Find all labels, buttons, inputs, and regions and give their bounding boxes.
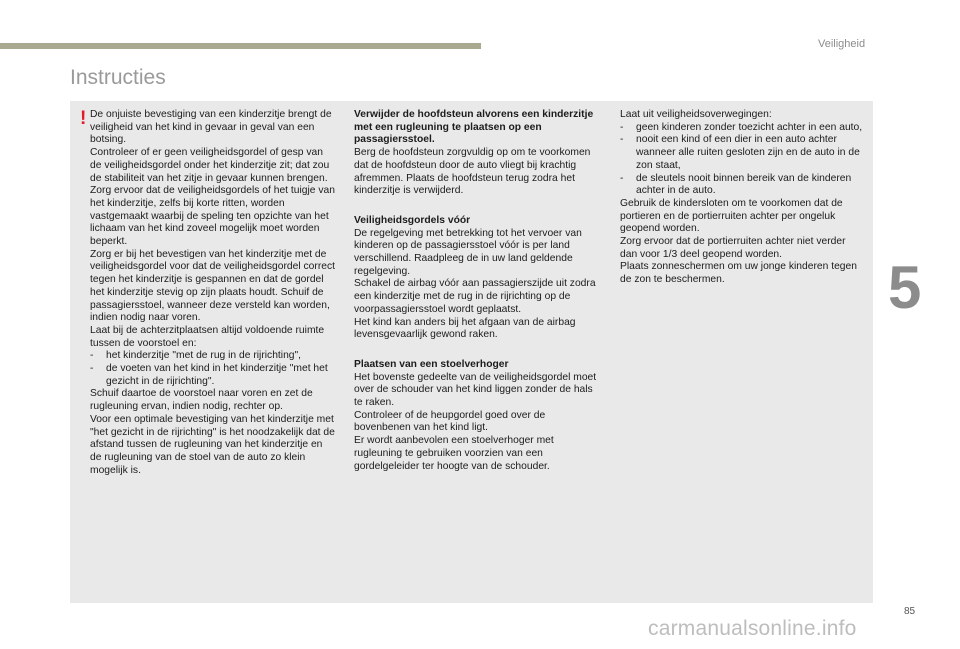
paragraph: De onjuiste bevestiging van een kinderzitje brengt de veiligheid van het kind in gevaar in geval van een botsing. xyxy=(90,109,332,146)
bullet-dash: - xyxy=(620,134,624,146)
header-accent-bar xyxy=(0,43,481,49)
warning-icon: ! xyxy=(80,108,87,129)
bullet-dash: - xyxy=(620,121,624,133)
section-header: Veiligheid xyxy=(818,38,866,50)
paragraph: Het kind kan anders bij het afgaan van de airbag levensgevaarlijk gewond raken. xyxy=(354,316,576,341)
list-item-text: de voeten van het kind in het kinderzitje "met het gezicht in de rijrichting". xyxy=(106,363,328,387)
paragraph: Plaats zonneschermen om uw jonge kinderen tegen de zon te beschermen. xyxy=(620,261,857,286)
paragraph: Laat bij de achterzitplaatsen altijd voldoende ruimte tussen de voorstoel en: xyxy=(90,324,325,349)
instructions-panel xyxy=(70,101,873,603)
section-title: Plaatsen van een stoelverhoger xyxy=(354,358,509,370)
page-number: 85 xyxy=(904,606,916,617)
bullet-dash: - xyxy=(90,350,94,362)
section-booster-seat xyxy=(354,359,604,473)
list-item xyxy=(620,134,865,172)
list-item xyxy=(620,122,865,135)
paragraph: Voor een optimale bevestiging van het kinderzitje met "het gezicht in de rijrichting" is het noodzakelijk dat de afstand tussen de rugleuning van het kinderzitje en de rugleuning van de stoel van de auto zo klein mogelijk is. xyxy=(90,413,335,476)
watermark: carmanualsonline.info xyxy=(648,617,857,640)
bullet-dash: - xyxy=(90,363,94,375)
paragraph: Er wordt aanbevolen een stoelverhoger met rugleuning te gebruiken voorzien van een gordelgeleider ter hoogte van de schouder. xyxy=(354,435,554,472)
paragraph: Controleer of er geen veiligheidsgordel of gesp van de veiligheidsgordel onder het kinderzitje zit; dat zou de stabiliteit van het zitje in gevaar kunnen brengen. xyxy=(90,147,330,184)
section-title: Verwijder de hoofdsteun alvorens een kinderzitje met een rugleuning te plaatsen op een passagiersstoel. xyxy=(354,109,594,146)
column-2 xyxy=(354,109,604,490)
list-item-text: de sleutels nooit binnen bereik van de kinderen achter in de auto. xyxy=(636,172,852,197)
paragraph: Schuif daartoe de voorstoel naar voren en zet de rugleuning ervan, indien nodig, rechter op. xyxy=(90,388,313,413)
section-front-seatbelts xyxy=(354,215,604,342)
paragraph: Het bovenste gedeelte van de veiligheidsgordel moet over de schouder van het kind liggen zonder de hals te raken. xyxy=(354,371,597,409)
paragraph: Gebruik de kindersloten om te voorkomen dat de portieren en de portierruiten achter per ongeluk geopend worden. xyxy=(620,197,843,235)
list-item-text: het kinderzitje "met de rug in de rijrichting", xyxy=(106,350,302,362)
paragraph: Schakel de airbag vóór aan passagierszijde uit zodra een kinderzitje met de rug in de rijrichting op de voorpassagiersstoel wordt geplaatst. xyxy=(354,278,596,315)
section-title: Veiligheidsgordels vóór xyxy=(354,214,471,226)
section-headrest xyxy=(354,109,604,198)
paragraph: De regelgeving met betrekking tot het vervoer van kinderen op de passagiersstoel vóór is per land verschillend. Raadpleeg de in uw land geldende regelgeving. xyxy=(354,227,582,277)
page-title: Instructies xyxy=(70,66,166,89)
paragraph: Zorg ervoor dat de portierruiten achter niet verder dan voor 1/3 deel geopend worden. xyxy=(620,236,846,260)
paragraph: Zorg ervoor dat de veiligheidsgordels of het tuigje van het kinderzitje, zelfs bij korte ritten, worden vastgemaakt waarbij de speling ten opzichte van het lichaam van het kind zoveel mogelijk moet worden beperkt. xyxy=(90,185,335,248)
column-1 xyxy=(90,109,336,477)
list-item-text: geen kinderen zonder toezicht achter in een auto, xyxy=(636,121,863,133)
paragraph: Berg de hoofdsteun zorgvuldig op om te voorkomen dat de hoofdsteun door de auto vliegt bij krachtig afremmen. Plaats de hoofdsteun terug zodra het kinderzitje is verwijderd. xyxy=(354,147,591,197)
paragraph: Zorg er bij het bevestigen van het kinderzitje met de veiligheidsgordel voor dat de veiligheidsgordel correct tegen het kinderzitje is gespannen en dat de gordel het kinderzitje stevig op zijn plaats houdt. Schuif de passagiersstoel, wanneer deze versteld kan worden, indien nodig naar voren. xyxy=(90,248,335,324)
list-item xyxy=(90,350,336,363)
column-3 xyxy=(620,109,865,287)
paragraph: Controleer of de heupgordel goed over de bovenbenen van het kind ligt. xyxy=(354,409,546,434)
list-item-text: nooit een kind of een dier in een auto achter wanneer alle ruiten gesloten zijn en de auto in de zon staat, xyxy=(636,134,860,171)
paragraph: Laat uit veiligheidsoverwegingen: xyxy=(620,109,772,120)
bullet-dash: - xyxy=(620,172,624,184)
chapter-number: 5 xyxy=(888,254,922,321)
list-item xyxy=(90,363,336,388)
list-item xyxy=(620,173,865,198)
